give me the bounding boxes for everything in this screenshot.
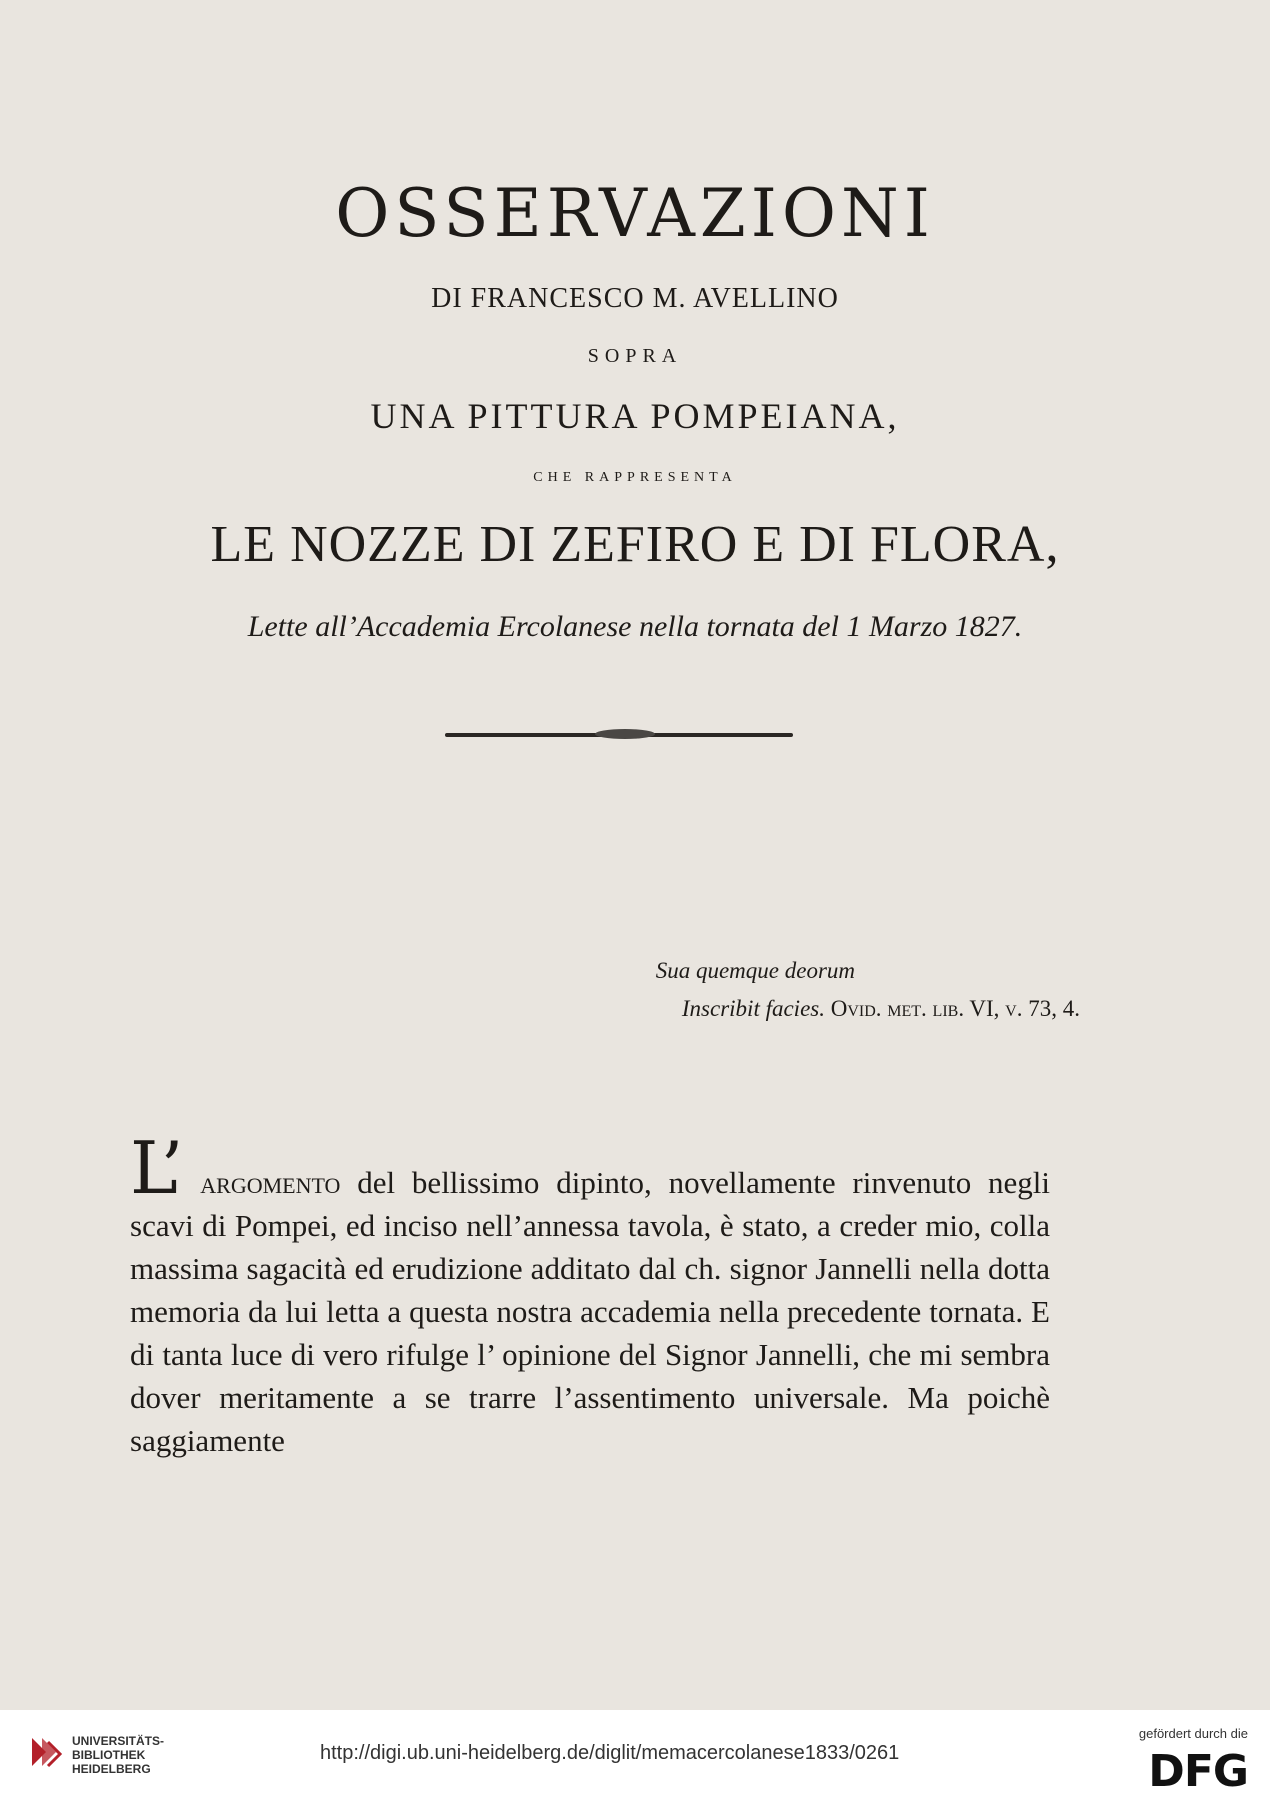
decorative-rule-ornament	[595, 729, 655, 739]
funding-note: gefördert durch die	[1138, 1726, 1248, 1741]
university-library-logo-icon	[28, 1732, 64, 1774]
drop-cap: L’	[130, 1126, 184, 1210]
epigraph-line-2	[440, 996, 1080, 1022]
subject-line: UNA PITTURA POMPEIANA,	[370, 396, 900, 436]
epigraph-line-1: Sua quemque deorum	[655, 958, 855, 983]
footer-bar	[0, 1710, 1270, 1809]
library-name: UNIVERSITÄTS- BIBLIOTHEK HEIDELBERG	[72, 1734, 165, 1776]
epigraph-quote: Inscribit facies.	[681, 996, 825, 1021]
author-line: DI FRANCESCO M. AVELLINO	[431, 283, 839, 314]
dfg-logo: DFG	[1148, 1746, 1248, 1797]
main-subject-heading: LE NOZZE DI ZEFIRO E DI FLORA,	[210, 516, 1060, 573]
first-word: argomento	[200, 1165, 341, 1200]
epigraph-reference: Ovid. met. lib. VI, v. 73, 4.	[830, 996, 1080, 1021]
body-text: del bellissimo dipinto, novellamente rinvenuto negli scavi di Pompei, ed inciso nell’annessa tavola, è stato, a creder mio, colla massima sagacità ed erudizione additato dal ch. signor Jannelli nella dotta memoria da lui letta a questa nostra accademia nella precedente tornata. E di tanta luce di vero rifulge l’ opinione del Signor Jannelli, che mi sembra dover meritamente a se trarre l’assentimento universale. Ma poichè saggiamente	[130, 1165, 1051, 1458]
permalink-url[interactable]: http://digi.ub.uni-heidelberg.de/diglit/memacercolanese1833/0261	[320, 1742, 900, 1764]
body-paragraph	[130, 1126, 1051, 1462]
che-rappresenta-line: CHE RAPPRESENTA	[533, 470, 737, 485]
sopra-line: SOPRA	[587, 345, 683, 367]
read-at-line: Lette all’Accademia Ercolanese nella tornata del 1 Marzo 1827.	[247, 610, 1023, 643]
page-title: OSSERVAZIONI	[335, 175, 935, 252]
